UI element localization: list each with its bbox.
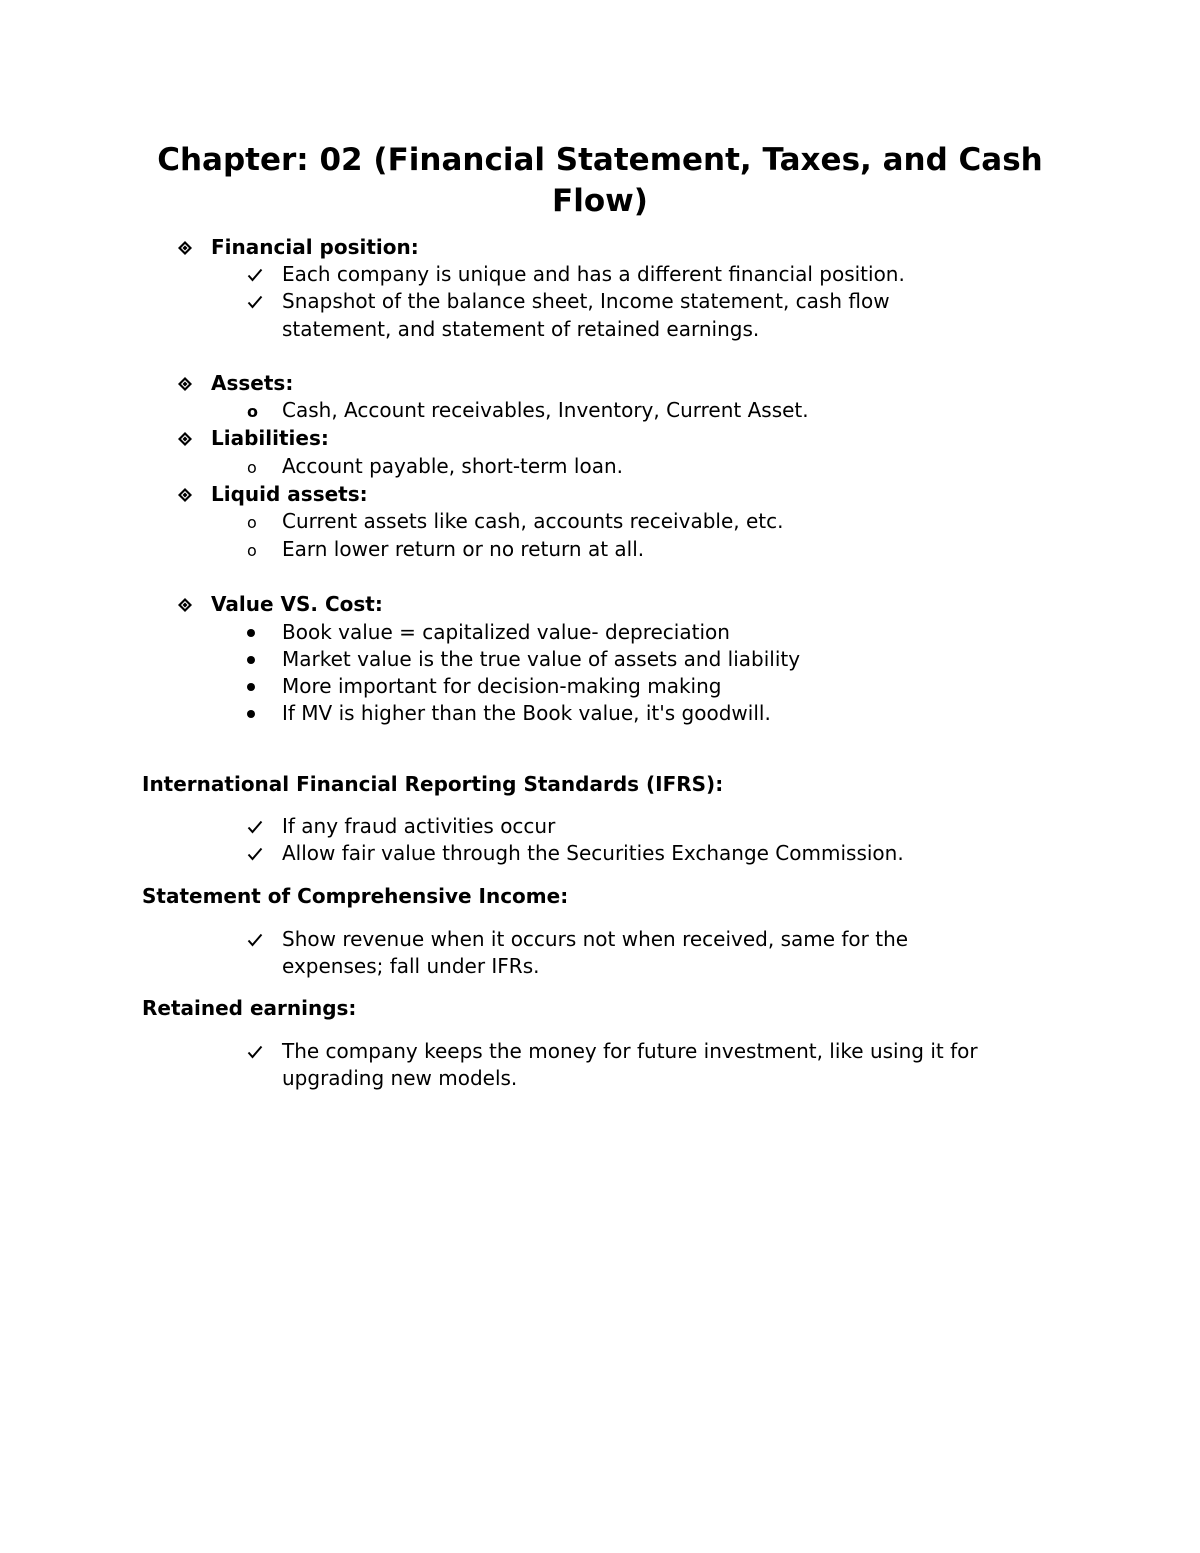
circle-bullet-icon: o (247, 541, 257, 560)
checkmark-icon (247, 813, 269, 840)
section-heading: Liquid assets: (211, 482, 368, 506)
list-item-text: upgrading new models. (282, 1066, 518, 1090)
dot-bullet-icon (247, 619, 269, 646)
diamond-bullet-icon (177, 234, 199, 261)
list-item-text: Market value is the true value of assets and liability (282, 647, 801, 671)
checkmark-icon (247, 261, 269, 288)
list-item-text: Each company is unique and has a different financial position. (282, 262, 905, 286)
list-item-text: Earn lower return or no return at all. (282, 537, 645, 561)
circle-bullet-icon: o (247, 458, 257, 477)
list-item-text: More important for decision-making making (282, 674, 722, 698)
list-item-text: Book value = capitalized value- depreciation (282, 620, 730, 644)
list-item-text: Allow fair value through the Securities Exchange Commission. (282, 841, 904, 865)
diamond-bullet-icon (177, 370, 199, 397)
section-heading-comprehensive-income: Statement of Comprehensive Income: (142, 884, 569, 908)
section-heading: Value VS. Cost: (211, 592, 383, 616)
list-item-text: Account payable, short-term loan. (282, 454, 623, 478)
diamond-bullet-icon (177, 591, 199, 618)
list-item-text: Cash, Account receivables, Inventory, Current Asset. (282, 398, 809, 422)
checkmark-icon (247, 288, 269, 315)
dot-bullet-icon (247, 673, 269, 700)
list-item-text: If MV is higher than the Book value, it's goodwill. (282, 701, 771, 725)
section-heading-ifrs: International Financial Reporting Standards (IFRS): (142, 772, 724, 796)
section-heading: Liabilities: (211, 426, 329, 450)
checkmark-icon (247, 1038, 269, 1065)
list-item-text: Current assets like cash, accounts receivable, etc. (282, 509, 784, 533)
section-heading: Assets: (211, 371, 294, 395)
checkmark-icon (247, 840, 269, 867)
list-item-text: If any fraud activities occur (282, 814, 556, 838)
list-item-text: expenses; fall under IFRs. (282, 954, 540, 978)
section-heading-retained-earnings: Retained earnings: (142, 996, 357, 1020)
section-heading: Financial position: (211, 235, 419, 259)
diamond-bullet-icon (177, 425, 199, 452)
circle-bullet-icon: o (247, 513, 257, 532)
dot-bullet-icon (247, 646, 269, 673)
list-item-text: statement, and statement of retained earnings. (282, 317, 760, 341)
list-item-text: Snapshot of the balance sheet, Income statement, cash flow (282, 289, 890, 313)
list-item-text: The company keeps the money for future investment, like using it for (282, 1039, 978, 1063)
list-item-text: Show revenue when it occurs not when received, same for the (282, 927, 909, 951)
checkmark-icon (247, 926, 269, 953)
dot-bullet-icon (247, 700, 269, 727)
circle-bullet-icon: o (247, 402, 258, 421)
page-title: Chapter: 02 (Financial Statement, Taxes, and Cash Flow) (157, 142, 1043, 219)
diamond-bullet-icon (177, 481, 199, 508)
